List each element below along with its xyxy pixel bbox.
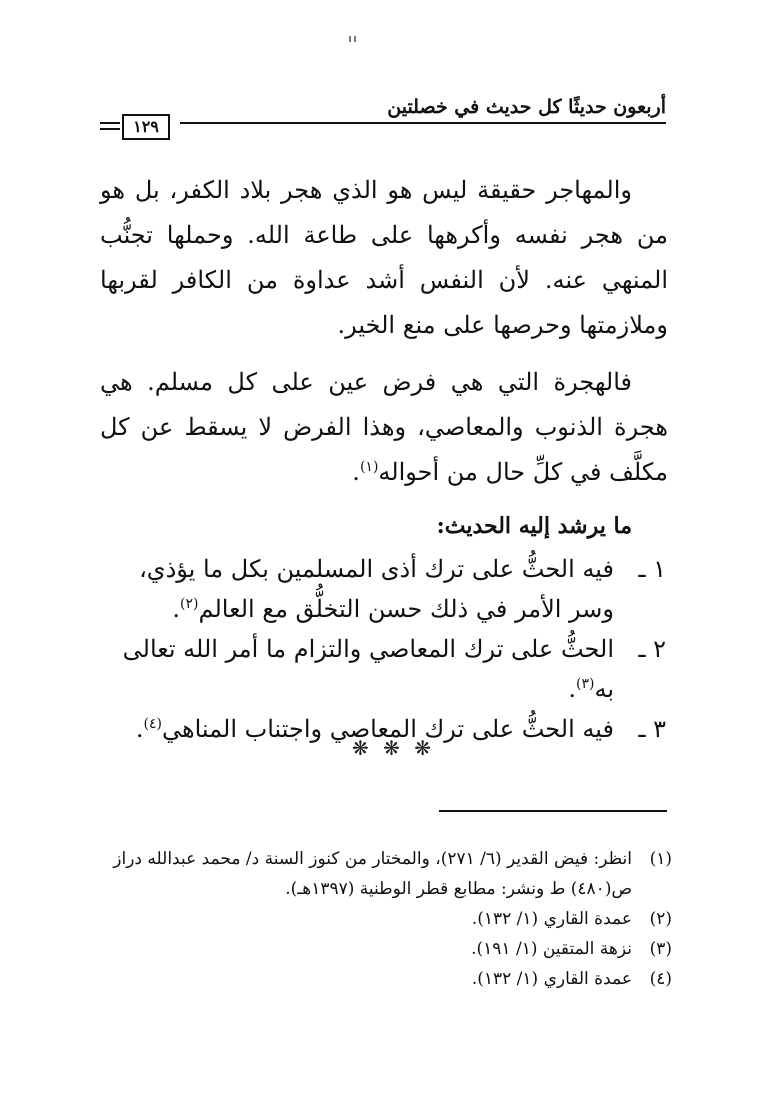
main-text	[100, 168, 668, 749]
footnote-ref-4[interactable]: (٤)	[143, 716, 162, 732]
footnote-item: (١) انظر: فيض القدير (٦/ ٢٧١)، والمختار من كنوز السنة د/ محمد عبدالله دراز ص(٤٨٠) ط ونشر: مطابع قطر الوطنية (١٣٩٧هـ).	[113, 849, 672, 899]
footnote-item: (٤) عمدة القاري (١/ ١٣٢).	[471, 969, 672, 989]
page-number: ١٢٩	[122, 114, 170, 140]
paragraph-2: فالهجرة التي هي فرض عين على كل مسلم. هي هجرة الذنوب والمعاصي، وهذا الفرض لا يسقط عن كل مكلَّف في كلِّ حال من أحواله$^{(١)}$.	[100, 368, 668, 486]
header-double-rule-top	[100, 122, 120, 124]
footnote-ref-2[interactable]: (٢)	[180, 596, 199, 612]
footnote-ref-1[interactable]: (١)	[359, 459, 379, 475]
footnote-item: (٣) نزهة المتقين (١/ ١٩١).	[471, 939, 672, 959]
section-separator: ❋ ❋ ❋	[352, 736, 435, 760]
footnote-rule	[439, 810, 667, 812]
header-rule	[180, 122, 666, 124]
running-title: أربعون حديثًا كل حديث في خصلتين	[387, 96, 666, 118]
footnotes	[104, 844, 672, 994]
list-item: ٣ ـ فيه الحثُّ على ترك المعاصي واجتناب المناهي$^{(٤)}$.	[135, 715, 666, 743]
page-header	[100, 96, 666, 142]
list-item: ٢ ـ الحثُّ على ترك المعاصي والتزام ما أمر الله تعالى به$^{(٣)}$.	[122, 635, 666, 703]
section-heading: ما يرشد إليه الحديث:	[436, 513, 632, 539]
footnote-ref-3[interactable]: (٣)	[575, 676, 595, 692]
lessons-list	[100, 549, 668, 749]
footnote-item: (٢) عمدة القاري (١/ ١٣٢).	[471, 909, 672, 929]
paragraph-1: والمهاجر حقيقة ليس هو الذي هجر بلاد الكفر، بل هو من هجر نفسه وأكرهها على طاعة الله. وحملها تجنُّب المنهي عنه. لأن النفس أشد عداوة من الكافر لقربها وملازمتها وحرصها على منع الخير.	[100, 176, 668, 339]
list-item: ١ ـ فيه الحثُّ على ترك أذى المسلمين بكل ما يؤذي، وسر الأمر في ذلك حسن التخلُّق مع العالم$^{(٢)}$.	[139, 555, 666, 623]
header-double-rule-bottom	[100, 128, 120, 130]
scan-mark	[349, 36, 359, 42]
